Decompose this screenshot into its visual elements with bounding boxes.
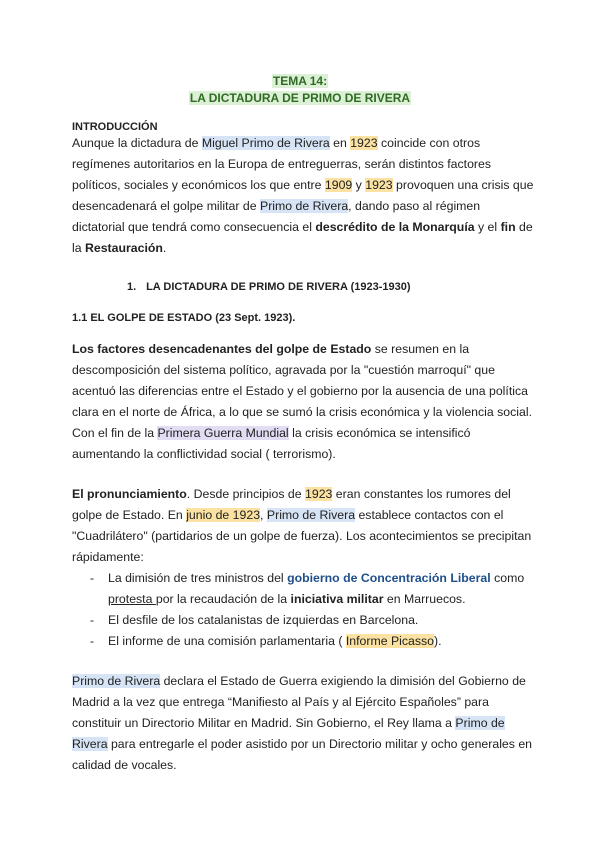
highlight-person: Primo de Rivera: [266, 508, 356, 522]
section-1-heading: [127, 281, 411, 293]
underlined-term: protesta: [108, 592, 156, 606]
text-run: establece contactos con el "Cuadrilátero" (partidarios de un golpe de fuerza). Los acontecimientos se precipitan rápidamente:: [72, 508, 532, 564]
blue-bold-term: gobierno de Concentración Liberal: [287, 571, 491, 585]
highlight-report: Informe Picasso: [345, 634, 435, 648]
bold-term: Restauración: [85, 241, 163, 255]
paragraph-final: [72, 671, 534, 776]
paragraph-factores: [72, 339, 534, 465]
text-run: El informe de una comisión parlamentaria (: [108, 634, 346, 648]
intro-paragraph: [72, 133, 534, 259]
text-run: por la recaudación de la: [155, 592, 291, 606]
text-run: .: [162, 241, 167, 255]
text-run: , dando paso al régimen dictatorial que tendrá como consecuencia el: [72, 199, 481, 234]
events-list: [88, 568, 528, 652]
bold-term: iniciativa militar: [290, 592, 384, 606]
section-title: LA DICTADURA DE PRIMO DE RIVERA (1923-1930): [146, 281, 411, 293]
paragraph-pronunciamiento: [72, 484, 534, 568]
bold-term: fin: [500, 220, 516, 234]
text-run: declara el Estado de Guerra exigiendo la dimisión del Gobierno de Madrid a la vez que entrega “Manifiesto al País y al Ejército Españoles” para constituir un Directorio Militar en Madrid. Sin Gobierno, el Rey llama a: [72, 674, 526, 730]
bold-term: descrédito de la Monarquía: [315, 220, 475, 234]
highlight-year: 1923: [365, 178, 393, 192]
intro-heading: INTRODUCCIÓN: [72, 121, 158, 133]
highlight-person: Miguel Primo de Rivera: [201, 136, 330, 150]
highlight-year: 1923: [305, 487, 333, 501]
text-run: de la: [72, 220, 533, 255]
text-run: como: [490, 571, 525, 585]
highlight-person: Primo de Rivera: [260, 199, 349, 213]
list-item: [88, 631, 528, 652]
text-run: Aunque la dictadura de: [72, 136, 202, 150]
text-run: coincide con otros regímenes autoritarios en la Europa de entreguerras, serán distintos factores políticos, sociales y económicos los que entre: [72, 136, 492, 192]
highlight-person: Primo de Rivera: [72, 716, 505, 751]
highlight-person: Primo de Rivera: [72, 674, 161, 688]
title-line-2: LA DICTADURA DE PRIMO DE RIVERA: [189, 91, 411, 105]
text-run: La dimisión de tres ministros del: [108, 571, 288, 585]
title-line-1: TEMA 14:: [272, 74, 328, 88]
section-number: 1.: [127, 281, 137, 293]
text-run: eran constantes los rumores del golpe de Estado. En: [72, 487, 511, 522]
text-run: provoquen una crisis que desencadenará el golpe militar de: [72, 178, 534, 213]
text-run: para entregarle el poder asistido por un Directorio militar y ocho generales en calidad de vocales.: [72, 737, 533, 772]
list-item: [88, 568, 528, 610]
highlight-event: Primera Guerra Mundial: [157, 426, 289, 440]
subsection-heading: 1.1 EL GOLPE DE ESTADO (23 Sept. 1923).: [72, 312, 296, 324]
text-run: en: [329, 136, 351, 150]
bold-term: El pronunciamiento: [72, 487, 187, 501]
text-run: ,: [260, 508, 267, 522]
text-run: y el: [474, 220, 501, 234]
text-run: El desfile de los catalanistas de izquierdas en Barcelona.: [108, 613, 419, 627]
list-item: [88, 610, 528, 631]
text-run: y: [352, 178, 366, 192]
text-run: ).: [434, 634, 442, 648]
document-title: [0, 73, 600, 107]
highlight-year: 1909: [324, 178, 353, 192]
bold-term: Los factores desencadenantes del golpe de Estado: [72, 342, 372, 356]
text-run: . Desde principios de: [186, 487, 306, 501]
text-run: la crisis económica se intensificó aumentando la conflictividad social ( terrorismo).: [72, 426, 471, 461]
highlight-date: junio de 1923: [186, 508, 261, 522]
text-run: se resumen en la descomposición del sistema político, agravada por la "cuestión marroquí" que acentuó las diferencias entre el Estado y el gobierno por la ausencia de una política clara en el norte de África, a lo que se sumó la crisis económica y la violencia social. Con el fin de la: [72, 342, 532, 440]
text-run: en Marruecos.: [383, 592, 466, 606]
highlight-year: 1923: [350, 136, 378, 150]
